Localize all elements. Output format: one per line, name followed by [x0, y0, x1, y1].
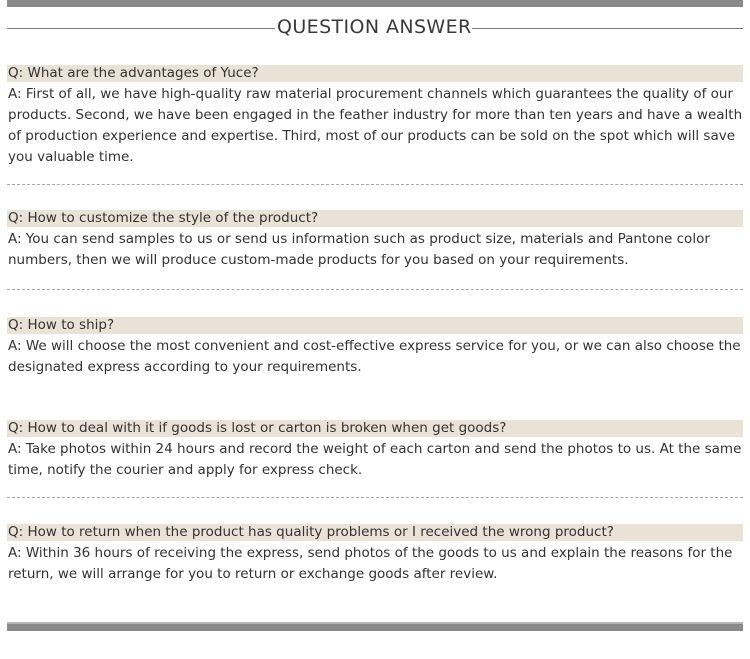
- header-rule-left: [7, 28, 275, 29]
- faq-item-shipping: [7, 317, 743, 378]
- faq-question: Q: What are the advantages of Yuce?: [7, 65, 743, 82]
- page-title: QUESTION ANSWER: [277, 16, 472, 38]
- faq-answer: A: You can send samples to us or send us information such as product size, materials and Pantone color numbers, then we will produce custom-made products for you based on your requirements.: [8, 231, 710, 268]
- bottom-divider-bar: [7, 622, 743, 631]
- dashed-separator: [7, 184, 743, 185]
- faq-question: Q: How to return when the product has quality problems or I received the wrong product?: [7, 524, 743, 541]
- faq-answer: A: We will choose the most convenient and cost-effective express service for you, or we can also choose the designated express according to your requirements.: [8, 338, 741, 375]
- faq-answer: A: Take photos within 24 hours and record the weight of each carton and send the photos to us. At the same time, notify the courier and apply for express check.: [8, 441, 742, 478]
- faq-question: Q: How to ship?: [7, 317, 743, 334]
- section-header: [7, 14, 743, 44]
- faq-answer: A: First of all, we have high-quality raw material procurement channels which guarantees the quality of our products. Second, we have been engaged in the feather industry for more than ten years and have a wealth of production experience and expertise. Third, most of our products can be sold on the spot which will save you valuable time.: [8, 86, 743, 165]
- dashed-separator: [7, 289, 743, 290]
- faq-item-advantages: [7, 65, 743, 168]
- faq-item-customize: [7, 210, 743, 271]
- top-divider-bar: [7, 0, 743, 7]
- faq-answer: A: Within 36 hours of receiving the express, send photos of the goods to us and explain the reasons for the return, we will arrange for you to return or exchange goods after review.: [8, 545, 733, 582]
- faq-item-returns: [7, 524, 743, 585]
- header-rule-right: [472, 28, 743, 29]
- faq-question: Q: How to customize the style of the product?: [7, 210, 743, 227]
- faq-question: Q: How to deal with it if goods is lost or carton is broken when get goods?: [7, 420, 743, 437]
- dashed-separator: [7, 497, 743, 498]
- faq-item-lost-goods: [7, 420, 743, 481]
